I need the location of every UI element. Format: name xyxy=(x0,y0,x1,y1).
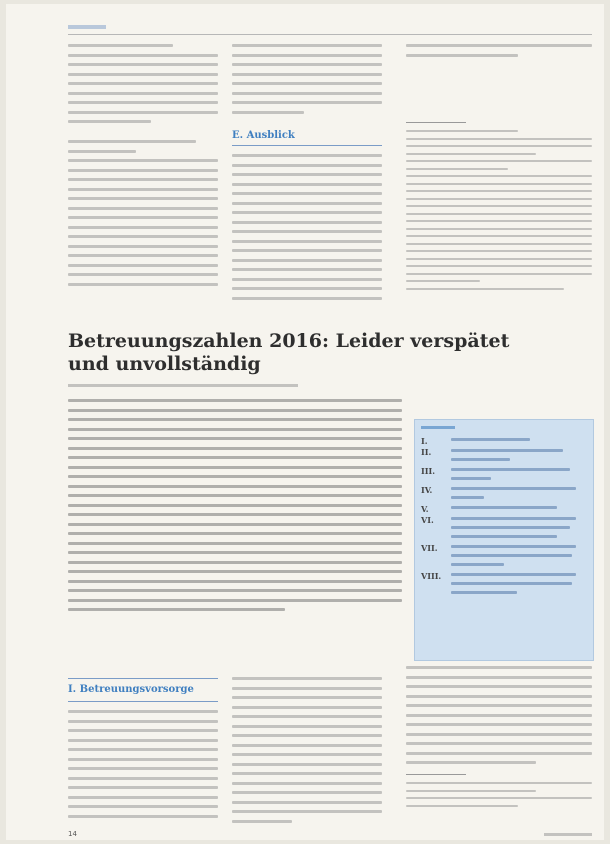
author-line xyxy=(68,384,298,387)
footnotes xyxy=(406,130,592,295)
section-heading-betreuungsvorsorge: I. Betreuungsvorsorge xyxy=(68,684,194,695)
section-rule xyxy=(232,145,382,146)
betreuungsvorsorge-text-col1 xyxy=(68,710,218,824)
toc-title xyxy=(421,423,455,429)
footnote-rule xyxy=(406,122,466,123)
ausblick-text xyxy=(232,154,382,306)
table-of-contents: I. II. III. IV. V. VI. VII. VIII. xyxy=(414,419,594,661)
header-rule xyxy=(68,34,592,35)
section-rule xyxy=(68,701,218,702)
section-heading-ausblick: E. Ausblick xyxy=(232,130,295,141)
footnote-rule xyxy=(406,774,466,775)
col3-bottom-text xyxy=(406,666,592,771)
footnotes-bottom xyxy=(406,782,592,812)
page-number: 14 xyxy=(68,830,77,838)
betreuungsvorsorge-text-col2 xyxy=(232,677,382,829)
article-headline: Betreuungszahlen 2016: Leider verspätet und unvollständig xyxy=(68,330,510,375)
journal-page xyxy=(6,4,604,840)
col1-subsection-text xyxy=(68,140,218,292)
article-lead-text xyxy=(68,399,402,618)
col1-body-text xyxy=(68,44,218,130)
running-header-tag xyxy=(68,25,106,29)
col2-body-text xyxy=(232,44,382,120)
section-rule xyxy=(68,678,218,679)
journal-issue xyxy=(544,833,592,836)
col3-body-text xyxy=(406,44,592,63)
